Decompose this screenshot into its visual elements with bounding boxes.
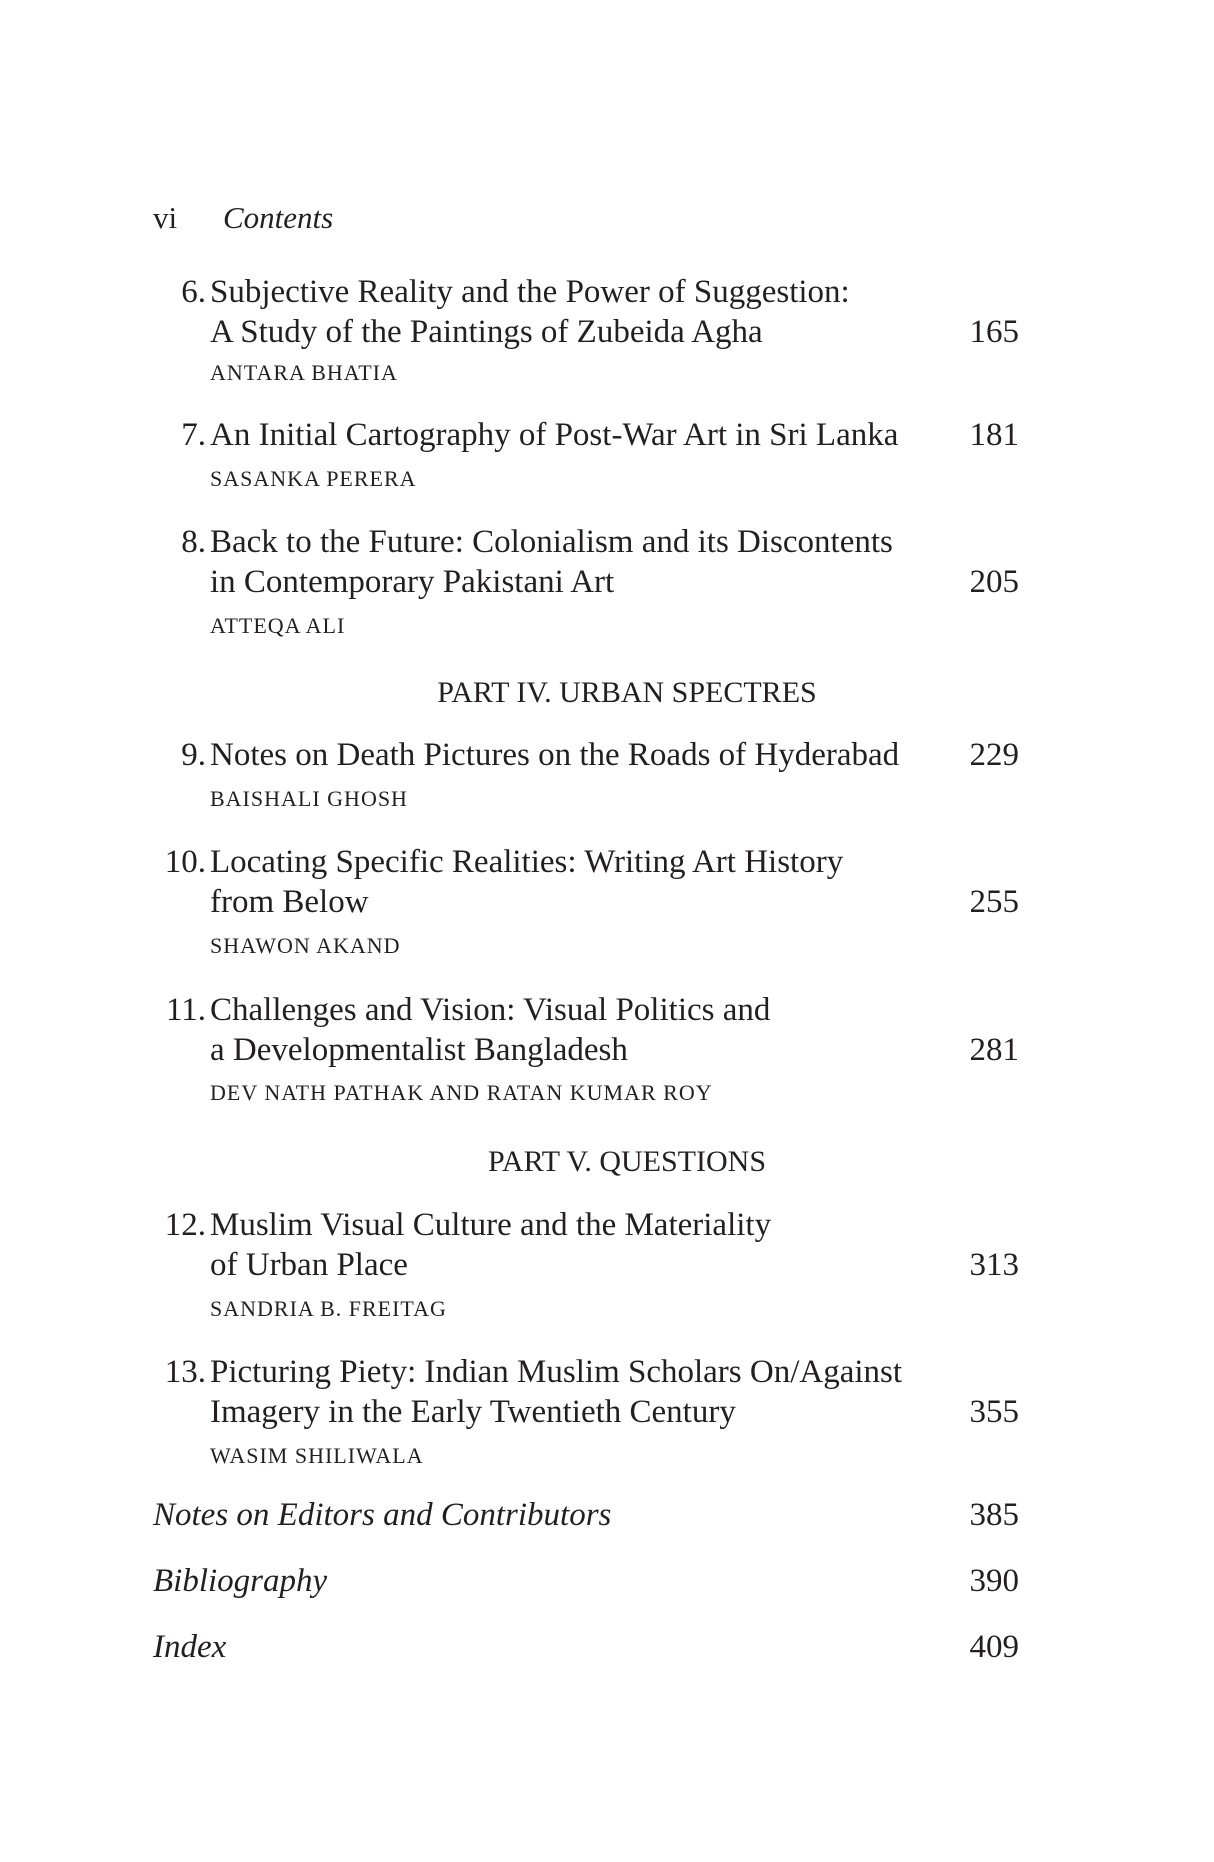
chapter-title-line: Imagery in the Early Twentieth Century (210, 1394, 736, 1430)
page-number: 385 (969, 1497, 1019, 1533)
page-number: 355 (969, 1394, 1019, 1430)
chapter-title-line: from Below (210, 884, 369, 920)
chapter-author: SANDRIA B. FREITAG (210, 1296, 447, 1321)
chapter-title-line: in Contemporary Pakistani Art (210, 564, 615, 600)
folio: vi (153, 200, 178, 235)
chapter-number: 7. (181, 417, 206, 453)
part-heading-v: PART V. QUESTIONS (487, 1145, 766, 1178)
page-number: 409 (969, 1629, 1019, 1665)
page-number: 255 (969, 884, 1019, 920)
running-head-title: Contents (223, 200, 334, 235)
back-matter-title: Bibliography (153, 1563, 328, 1599)
chapter-number: 6. (181, 274, 206, 310)
page-number: 390 (969, 1563, 1019, 1599)
chapter-number: 13. (164, 1354, 206, 1390)
chapter-number: 11. (165, 992, 206, 1028)
back-matter-title: Notes on Editors and Contributors (153, 1497, 612, 1533)
chapter-number: 10. (164, 844, 206, 880)
page-number: 229 (969, 737, 1019, 773)
part-heading-iv: PART IV. URBAN SPECTRES (437, 676, 817, 709)
chapter-number: 9. (181, 737, 206, 773)
chapter-author: ATTEQA ALI (210, 613, 346, 638)
chapter-title-line: An Initial Cartography of Post-War Art in Sri Lanka (210, 417, 899, 453)
chapter-title-line: A Study of the Paintings of Zubeida Agha (210, 314, 763, 350)
page-number: 181 (969, 417, 1019, 453)
back-matter-title: Index (153, 1629, 227, 1665)
chapter-author: WASIM SHILIWALA (210, 1443, 424, 1468)
chapter-number: 8. (181, 524, 206, 560)
chapter-author: SASANKA PERERA (210, 466, 417, 491)
page-number: 205 (969, 564, 1019, 600)
chapter-title-line: a Developmentalist Bangladesh (210, 1032, 628, 1068)
running-head (153, 200, 333, 236)
chapter-title-line: Subjective Reality and the Power of Suggestion: (210, 274, 850, 310)
chapter-title-line: Notes on Death Pictures on the Roads of Hyderabad (210, 737, 900, 773)
chapter-title-line: Challenges and Vision: Visual Politics and (210, 992, 771, 1028)
chapter-title-line: of Urban Place (210, 1247, 408, 1283)
page-number: 281 (969, 1032, 1019, 1068)
chapter-title-line: Muslim Visual Culture and the Materiality (210, 1207, 772, 1243)
chapter-author: DEV NATH PATHAK AND RATAN KUMAR ROY (210, 1080, 713, 1105)
page-number: 165 (969, 314, 1019, 350)
chapter-title-line: Picturing Piety: Indian Muslim Scholars On/Against (210, 1354, 903, 1390)
chapter-number: 12. (164, 1207, 206, 1243)
chapter-author: BAISHALI GHOSH (210, 786, 408, 811)
chapter-title-line: Back to the Future: Colonialism and its Discontents (210, 524, 893, 560)
chapter-author: ANTARA BHATIA (210, 360, 398, 385)
page-number: 313 (969, 1247, 1019, 1283)
chapter-author: SHAWON AKAND (210, 933, 401, 958)
chapter-title-line: Locating Specific Realities: Writing Art History (210, 844, 844, 880)
